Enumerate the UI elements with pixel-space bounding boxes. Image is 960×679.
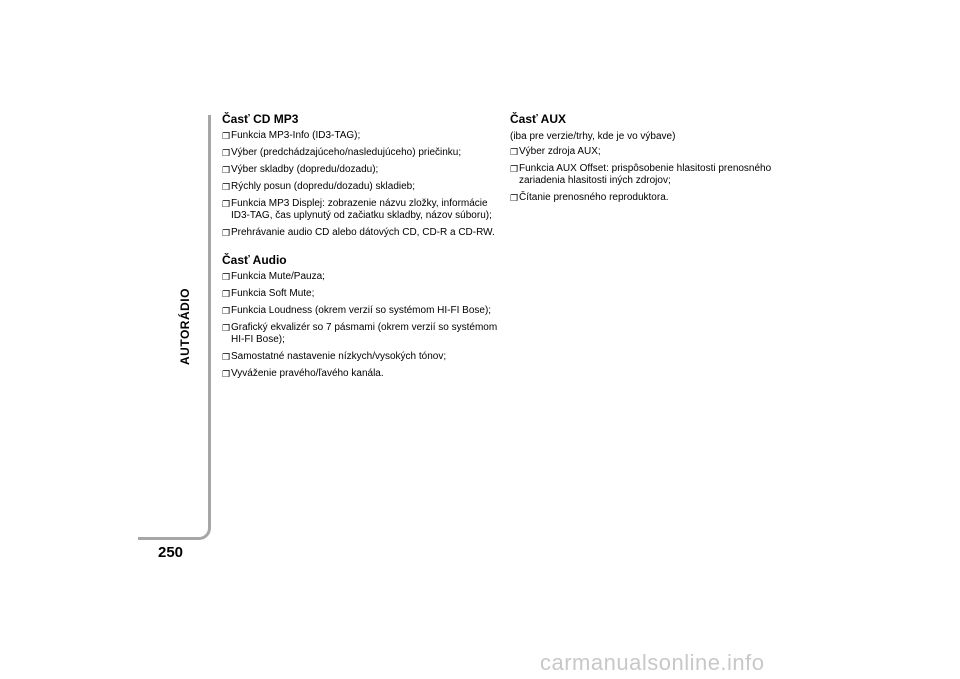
checkbox-bullet-icon: ❐	[222, 289, 231, 299]
section-title: Časť CD MP3	[222, 112, 299, 126]
checkbox-bullet-icon: ❐	[510, 164, 519, 174]
watermark: carmanualsonline.info	[540, 650, 765, 675]
section-title: Časť Audio	[222, 253, 287, 267]
section-title: Časť AUX	[510, 112, 566, 126]
list-item: ❐ Funkcia AUX Offset: prispôsobenie hlasitosti prenosného zariadenia hlasitosti iných zdrojov;	[510, 163, 772, 186]
right-column	[510, 112, 790, 218]
list-item: ❐ Funkcia MP3-Info (ID3-TAG);	[222, 130, 361, 141]
list-item: ❐ Vyváženie pravého/ľavého kanála.	[222, 368, 384, 379]
list-item: ❐ Prehrávanie audio CD alebo dátových CD, CD-R a CD-RW.	[222, 227, 495, 238]
checkbox-bullet-icon: ❐	[222, 306, 231, 316]
list-item: ❐ Samostatné nastavenie nízkych/vysokých tónov;	[222, 351, 447, 362]
list-item: ❐ Výber zdroja AUX;	[510, 146, 601, 157]
bullet-list	[510, 146, 790, 204]
checkbox-bullet-icon: ❐	[222, 369, 231, 379]
checkbox-bullet-icon: ❐	[222, 148, 231, 158]
checkbox-bullet-icon: ❐	[222, 323, 231, 333]
left-column	[222, 112, 502, 394]
checkbox-bullet-icon: ❐	[222, 165, 231, 175]
checkbox-bullet-icon: ❐	[222, 272, 231, 282]
page-number: 250	[158, 544, 184, 561]
checkbox-bullet-icon: ❐	[510, 193, 519, 203]
checkbox-bullet-icon: ❐	[510, 147, 519, 157]
section-tab-label: AUTORÁDIO	[178, 288, 192, 365]
list-item: ❐ Výber (predchádzajúceho/nasledujúceho) priečinku;	[222, 147, 462, 158]
list-item: ❐ Funkcia Mute/Pauza;	[222, 271, 325, 282]
checkbox-bullet-icon: ❐	[222, 352, 231, 362]
list-item: ❐ Funkcia MP3 Displej: zobrazenie názvu zložky, informácie ID3-TAG, čas uplynutý od začiatku skladby, názov súboru);	[222, 198, 492, 221]
list-item: ❐ Funkcia Soft Mute;	[222, 288, 315, 299]
checkbox-bullet-icon: ❐	[222, 182, 231, 192]
bullet-list	[222, 130, 502, 239]
section-note: (iba pre verzie/trhy, kde je vo výbave)	[510, 131, 676, 142]
section-audio	[222, 253, 502, 380]
list-item: ❐ Funkcia Loudness (okrem verzií so systémom HI-FI Bose);	[222, 305, 492, 316]
list-item: ❐ Grafický ekvalizér so 7 pásmami (okrem verzií so systémom HI-FI Bose);	[222, 322, 498, 345]
page-frame	[138, 115, 211, 540]
list-item: ❐ Rýchly posun (dopredu/dozadu) skladieb;	[222, 181, 415, 192]
list-item: ❐ Výber skladby (dopredu/dozadu);	[222, 164, 379, 175]
checkbox-bullet-icon: ❐	[222, 228, 231, 238]
bullet-list	[222, 271, 502, 380]
list-item: ❐ Čítanie prenosného reproduktora.	[510, 192, 669, 203]
section-aux	[510, 112, 790, 204]
section-cd-mp3	[222, 112, 502, 239]
checkbox-bullet-icon: ❐	[222, 131, 231, 141]
checkbox-bullet-icon: ❐	[222, 199, 231, 209]
